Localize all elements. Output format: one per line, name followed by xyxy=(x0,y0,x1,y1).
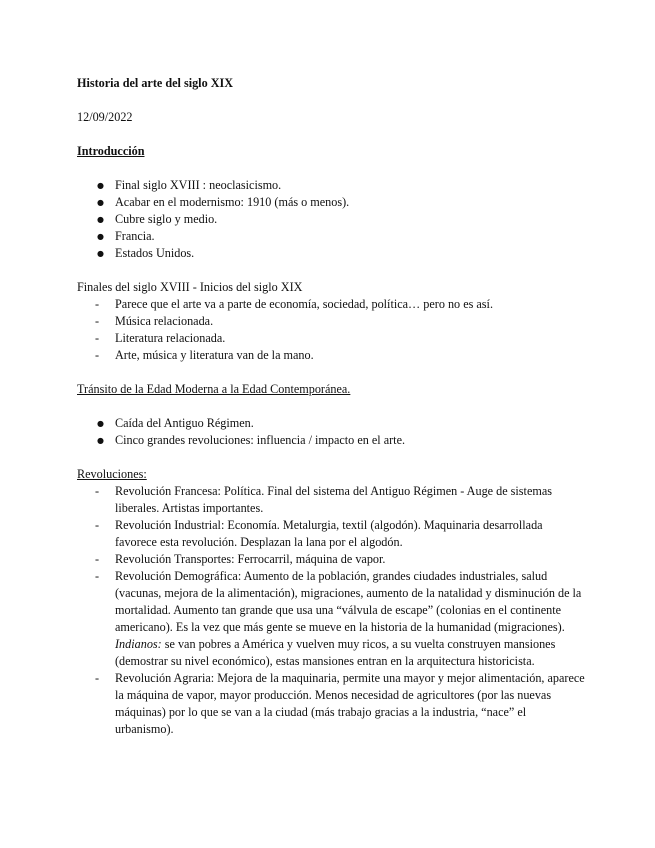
list-item: ● Final siglo XVIII : neoclasicismo. xyxy=(77,177,587,194)
intro-list xyxy=(77,177,587,262)
list-item: - Revolución Francesa: Política. Final del sistema del Antiguo Régimen - Auge de sistemas liberales. Artistas importantes. xyxy=(77,483,587,517)
list-item: ● Caída del Antiguo Régimen. xyxy=(77,415,587,432)
list-item: - Revolución Agraria: Mejora de la maquinaria, permite una mayor y mejor alimentación, aparece la máquina de vapor, mayor producción. Menos necesidad de agricultores (por las nuevas máquinas) por lo que se van a la ciudad (más trabajo gracias a la industria, “nace” el urbanismo). xyxy=(77,670,587,738)
list-item: - Arte, música y literatura van de la mano. xyxy=(77,347,587,364)
spacer xyxy=(77,398,587,415)
spacer xyxy=(77,449,587,466)
intro-heading: Introducción xyxy=(77,144,145,158)
list-item: - Revolución Transportes: Ferrocarril, máquina de vapor. xyxy=(77,551,587,568)
spacer xyxy=(77,364,587,381)
list-item-demografica xyxy=(77,568,587,670)
list-item: - Música relacionada. xyxy=(77,313,587,330)
document-date: 12/09/2022 xyxy=(77,110,133,124)
list-item: ● Acabar en el modernismo: 1910 (más o menos). xyxy=(77,194,587,211)
demografica-text: Revolución Demográfica: Aumento de la población, grandes ciudades industriales, salud (vacunas, mejora de la alimentación), migraciones, aumento de la natalidad y disminución de la mortalidad. Aumento tan grande que usa una “válvula de escape” (colonias en el continente americano). Es la vez que más gente se mueve en la historia de la humanidad (migraciones). xyxy=(115,569,582,634)
list-item: ● Cinco grandes revoluciones: influencia / impacto en el arte. xyxy=(77,432,587,449)
list-item: - Parece que el arte va a parte de economía, sociedad, política… pero no es así. xyxy=(77,296,587,313)
demografica-text-cont: se van pobres a América y vuelven muy ricos, a su vuelta construyen mansiones (demostrar su nivel económico), estas mansiones entran en la arquitectura historicista. xyxy=(115,637,556,668)
transito-heading: Tránsito de la Edad Moderna a la Edad Contemporánea. xyxy=(77,382,351,396)
list-item: ● Francia. xyxy=(77,228,587,245)
document-page xyxy=(77,75,587,738)
list-item: - Literatura relacionada. xyxy=(77,330,587,347)
list-item: ● Cubre siglo y medio. xyxy=(77,211,587,228)
list-item: - Revolución Industrial: Economía. Metalurgia, textil (algodón). Maquinaria desarrollada favorece esta revolución. Desplazan la lana por el algodón. xyxy=(77,517,587,551)
revoluciones-list xyxy=(77,483,587,738)
finales-heading: Finales del siglo XVIII - Inicios del siglo XIX xyxy=(77,280,303,294)
list-item: ● Estados Unidos. xyxy=(77,245,587,262)
transito-list xyxy=(77,415,587,449)
spacer xyxy=(77,160,587,177)
finales-list xyxy=(77,296,587,364)
indianos-term: Indianos: xyxy=(115,637,162,651)
spacer xyxy=(77,262,587,279)
revoluciones-heading: Revoluciones: xyxy=(77,467,147,481)
document-title: Historia del arte del siglo XIX xyxy=(77,76,234,90)
